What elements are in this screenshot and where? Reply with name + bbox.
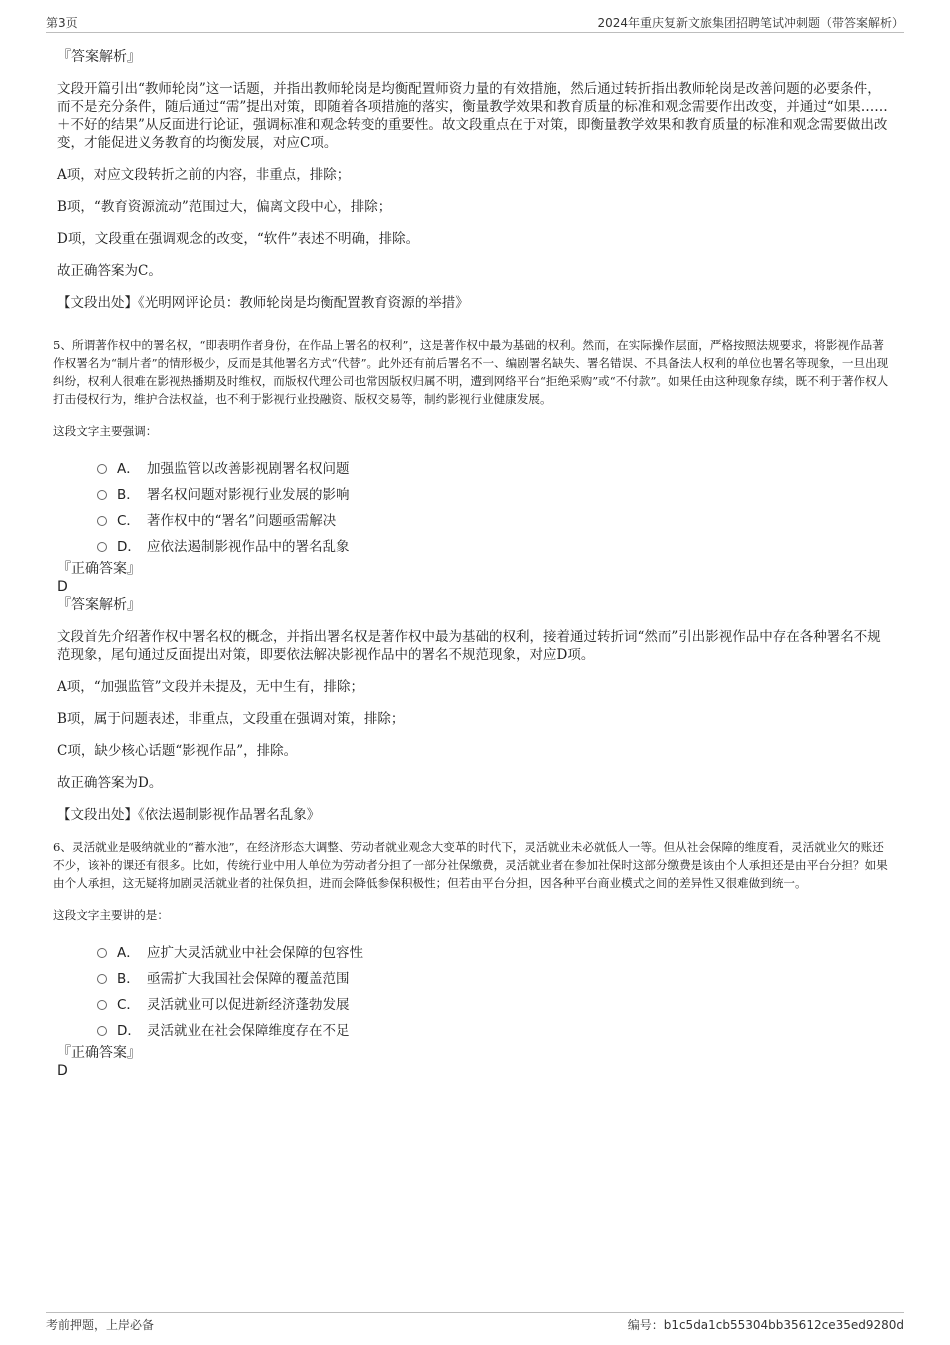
q5-analysis-text: 文段首先介绍著作权中署名权的概念，并指出署名权是著作权中最为基础的权利，接着通过转折词“然而”引出影视作品中存在各种署名不规范现象，尾句通过反面提出对策，即要依法解决影视作品中的署名不规范现象，对应D项。 bbox=[57, 629, 881, 663]
option-text: 署名权问题对影视行业发展的影响 bbox=[147, 487, 350, 503]
footer-slogan: 考前押题，上岸必备 bbox=[46, 1318, 155, 1332]
option-letter: C． bbox=[117, 513, 140, 529]
q6-answer-label: 『正确答案』 bbox=[57, 1045, 141, 1061]
q6-question: 6、灵活就业是吸纳就业的“蓄水池”，在经济形态大调整、劳动者就业观念大变革的时代下，灵活就业未必就低人一等。但从社会保障的维度看，灵活就业欠的账还不少，该补的课还有很多。比如，传统行业中用人单位为劳动者分担了一部分社保缴费，灵活就业者在参加社保时这部分缴费是该由个人承担还是由平台分担？如果由个人承担，这无疑将加剧灵活就业者的社保负担，进而会降低参保积极性；但若由平台分担，因各种平台商业模式之间的差异性又很难做到统一。 bbox=[53, 840, 888, 890]
q5-option-b[interactable] bbox=[97, 482, 889, 508]
option-letter: B． bbox=[117, 971, 140, 987]
page-number: 第3页 bbox=[46, 16, 78, 30]
option-letter: D． bbox=[117, 1023, 141, 1039]
q5-analysis-label: 『答案解析』 bbox=[57, 597, 141, 613]
radio-icon[interactable] bbox=[97, 948, 107, 958]
option-letter: A． bbox=[117, 461, 140, 477]
option-text: 亟需扩大我国社会保障的覆盖范围 bbox=[147, 971, 350, 987]
option-letter: C． bbox=[117, 997, 140, 1013]
q5-prompt: 这段文字主要强调： bbox=[53, 424, 158, 438]
q4-note-b: B项，“教育资源流动”范围过大，偏离文段中心，排除； bbox=[57, 199, 392, 215]
radio-icon[interactable] bbox=[97, 1000, 107, 1010]
radio-icon[interactable] bbox=[97, 490, 107, 500]
page-header bbox=[46, 12, 904, 33]
q6-option-c[interactable] bbox=[97, 992, 889, 1018]
q5-options bbox=[57, 456, 889, 560]
q4-analysis-text: 文段开篇引出“教师轮岗”这一话题，并指出教师轮岗是均衡配置师资力量的有效措施，然后通过转折指出教师轮岗是改善问题的必要条件，而不是充分条件，随后通过“需”提出对策，即随着各项措施的落实，衡量教学效果和教育质量的标准和观念需要作出改变，并通过“如果……＋不好的结果”从反面进行论证，强调标准和观念转变的重要性。故文段重点在于对策，即衡量教学效果和教育质量的标准和观念需要做出改变，才能促进义务教育的均衡发展，对应C项。 bbox=[57, 81, 888, 151]
option-text: 灵活就业在社会保障维度存在不足 bbox=[147, 1023, 350, 1039]
radio-icon[interactable] bbox=[97, 974, 107, 984]
code-label: 编号： bbox=[627, 1318, 664, 1332]
q5-note-c: C项，缺少核心话题“影视作品”，排除。 bbox=[57, 743, 298, 759]
page-content bbox=[53, 48, 889, 1080]
q4-note-d: D项，文段重在强调观念的改变，“软件”表述不明确，排除。 bbox=[57, 231, 420, 247]
option-text: 灵活就业可以促进新经济蓬勃发展 bbox=[147, 997, 350, 1013]
q4-conclusion: 故正确答案为C。 bbox=[57, 263, 162, 279]
code-value: b1c5da1cb55304bb35612ce35ed9280d bbox=[663, 1318, 904, 1332]
q5-option-a[interactable] bbox=[97, 456, 889, 482]
q6-option-b[interactable] bbox=[97, 966, 889, 992]
option-text: 加强监管以改善影视剧署名权问题 bbox=[147, 461, 350, 477]
q6-option-d[interactable] bbox=[97, 1018, 889, 1044]
q5-question: 5、所谓著作权中的署名权，“即表明作者身份，在作品上署名的权利”，这是著作权中最为基础的权利。然而，在实际操作层面，严格按照法规要求，将影视作品著作权署名为“制片者”的情形极少，反而是其他署名方式“代替”。此外还有前后署名不一、编剧署名缺失、署名错误、不具备法人权利的单位也署名等现象，一旦出现纠纷，权利人很难在影视热播期及时维权，而版权代理公司也常因版权归属不明，遭到网络平台“拒绝采购”或“不付款”。如果任由这种现象存续，既不利于著作权人打击侵权行为，维护合法权益，也不利于影视行业投融资、版权交易等，制约影视行业健康发展。 bbox=[53, 338, 889, 406]
q5-note-b: B项，属于问题表述，非重点，文段重在强调对策，排除； bbox=[57, 711, 405, 727]
option-letter: D． bbox=[117, 539, 141, 555]
q5-source: 【文段出处】《依法遏制影视作品署名乱象》 bbox=[57, 807, 321, 823]
option-text: 应扩大灵活就业中社会保障的包容性 bbox=[147, 945, 363, 961]
page-footer bbox=[46, 1312, 904, 1335]
q6-prompt: 这段文字主要讲的是： bbox=[53, 908, 169, 922]
q5-note-a: A项，“加强监管”文段并未提及，无中生有，排除； bbox=[57, 679, 365, 695]
q5-conclusion: 故正确答案为D。 bbox=[57, 775, 163, 791]
q4-note-a: A项，对应文段转折之前的内容，非重点，排除； bbox=[57, 167, 351, 183]
q6-option-a[interactable] bbox=[97, 940, 889, 966]
q4-source: 【文段出处】《光明网评论员：教师轮岗是均衡配置教育资源的举措》 bbox=[57, 295, 469, 311]
document-code bbox=[628, 1316, 904, 1333]
q5-option-c[interactable] bbox=[97, 508, 889, 534]
radio-icon[interactable] bbox=[97, 464, 107, 474]
q5-answer: D bbox=[57, 579, 68, 595]
radio-icon[interactable] bbox=[97, 542, 107, 552]
q6-options bbox=[57, 940, 889, 1044]
radio-icon[interactable] bbox=[97, 1026, 107, 1036]
q5-option-d[interactable] bbox=[97, 534, 889, 560]
q4-analysis-label: 『答案解析』 bbox=[57, 49, 141, 65]
document-title: 2024年重庆复新文旅集团招聘笔试冲刺题（带答案解析） bbox=[597, 16, 904, 30]
option-letter: B． bbox=[117, 487, 140, 503]
q6-answer: D bbox=[57, 1063, 68, 1079]
option-text: 著作权中的“署名”问题亟需解决 bbox=[147, 513, 337, 529]
radio-icon[interactable] bbox=[97, 516, 107, 526]
option-letter: A． bbox=[117, 945, 140, 961]
option-text: 应依法遏制影视作品中的署名乱象 bbox=[147, 539, 350, 555]
q5-answer-label: 『正确答案』 bbox=[57, 561, 141, 577]
